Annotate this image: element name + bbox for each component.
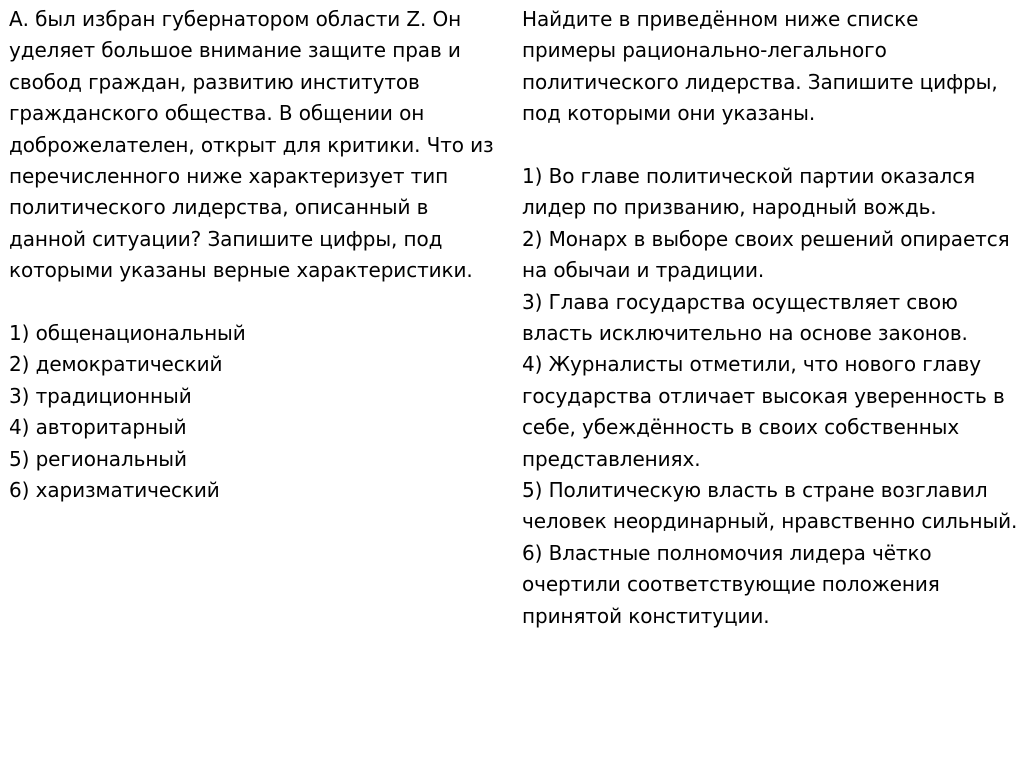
left-option-6: 6) харизматический [9, 478, 220, 503]
left-option-2: 2) демократический [9, 352, 223, 377]
right-option-5: 5) Политическую власть в стране возглавил человек неординарный, нравственно сильный. [522, 478, 1018, 534]
left-spacer [9, 287, 505, 318]
left-option-5: 5) региональный [9, 446, 187, 471]
right-task-text: Найдите в приведённом ниже списке примеры рационально-легального политического лидерства. Запишите цифры, под которыми они указаны. [522, 7, 998, 126]
right-spacer [522, 130, 1018, 161]
right-option-2: 2) Монарх в выборе своих решений опирается на обычаи и традиции. [522, 226, 1010, 283]
left-task-text: А. был избран губернатором области Z. Он уделяет большое внимание защите прав и свобод граждан, развитию институтов гражданского общества. В общении он доброжелателен, открыт для критики. Что из перечисленного ниже характеризует тип политического лидерства, описанный в данной ситуации? Запишите цифры, под которыми указаны верные характеристики. [9, 7, 494, 283]
left-option-3: 3) традиционный [9, 383, 192, 408]
right-option-6: 6) Властные полномочия лидера чётко очертили соответствующие положения принятой конституции. [522, 540, 940, 628]
right-option-4: 4) Журналисты отметили, что нового главу государства отличает высокая уверенность в себе, убеждённость в своих собственных представлениях. [522, 352, 1005, 471]
left-option-4: 4) авторитарный [9, 415, 187, 440]
left-options-list [9, 318, 505, 506]
right-column [522, 4, 1018, 632]
left-column [9, 4, 505, 506]
left-option-1: 1) общенациональный [9, 321, 246, 346]
right-option-1: 1) Во главе политической партии оказался лидер по призванию, народный вождь. [522, 164, 976, 220]
right-option-3: 3) Глава государства осуществляет свою власть исключительно на основе законов. [522, 289, 968, 346]
right-options-list [522, 161, 1018, 632]
